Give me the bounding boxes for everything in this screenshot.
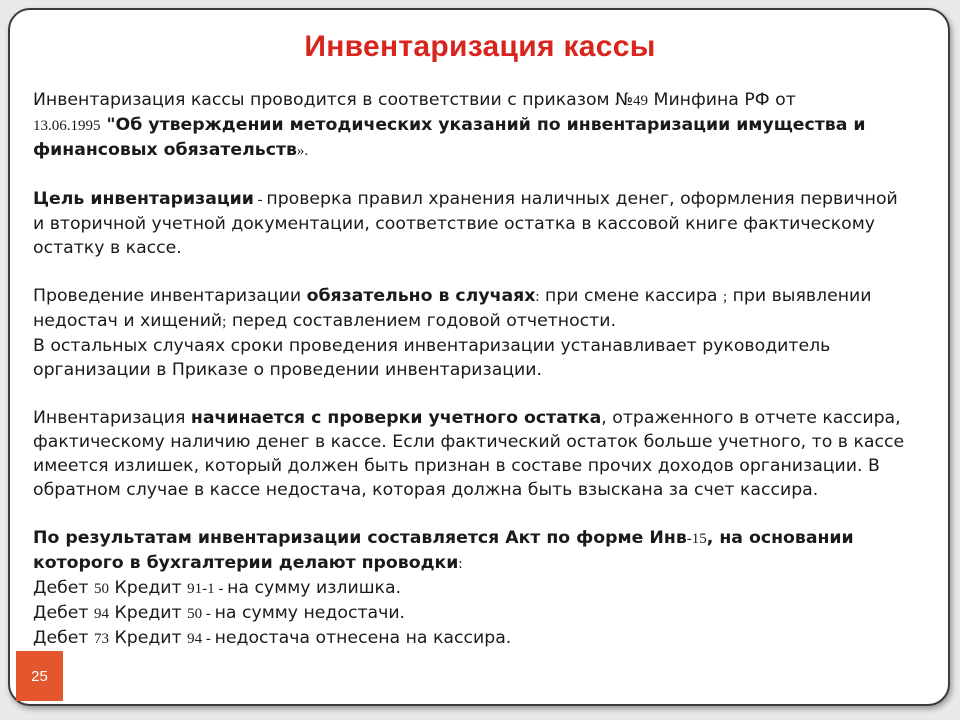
results-heading-cont: , на основании которого в бухгалтерии делают проводки: [33, 528, 854, 573]
page-number: 25: [31, 667, 48, 685]
page-number-badge: [16, 651, 63, 701]
goal-text: проверка правил хранения наличных денег, оформления первичной и вторичной учетной документации, соответствие остатка в кассовой книге фактическому остатку в кассе.: [33, 189, 898, 258]
kredit-account: 94: [187, 631, 203, 647]
text-run: В остальных случаях сроки проведения инвентаризации устанавливает руководитель организации в Приказе о проведении инвентаризации.: [33, 336, 831, 380]
kredit-label: Кредит: [108, 603, 188, 623]
entry-text: на сумму недостачи.: [214, 603, 406, 623]
quote-close: ».: [296, 143, 309, 159]
entries-list: [33, 576, 913, 651]
semicolon: ;: [722, 289, 728, 305]
entry-text: недостача отнесена на кассира.: [214, 628, 512, 648]
colon: :: [535, 289, 540, 305]
quote-open: ": [100, 115, 116, 135]
text-run: , отраженного в отчете кассира, фактическому наличию денег в кассе. Если фактический остаток больше учетного, то в кассе имеется излишек, который должен быть признан в составе прочих доходов организации. В обратном случае в кассе недостача, которая должна быть взыскана за счет кассира.: [33, 408, 905, 500]
start-heading: начинается с проверки учетного остатка: [190, 408, 602, 428]
paragraph-start: [33, 406, 913, 502]
text-run: Проведение инвентаризации: [33, 286, 307, 306]
text-run: при выявлении недостач и хищений: [33, 286, 872, 331]
order-number: 49: [633, 93, 649, 109]
form-number: -15: [686, 531, 707, 547]
slide-title: Инвентаризация кассы: [304, 30, 656, 63]
debet-label: Дебет: [33, 578, 94, 598]
semicolon: ;: [222, 314, 227, 330]
text-run: перед составлением годовой отчетности.: [226, 311, 616, 331]
dash: -: [202, 631, 215, 647]
paragraph-other-cases: [33, 334, 913, 382]
entry-surplus: [33, 576, 913, 601]
colon: :: [458, 556, 463, 572]
results-heading: По результатам инвентаризации составляется Акт по форме Инв: [33, 528, 687, 548]
slide-body: [33, 88, 913, 651]
dash: -: [214, 581, 228, 597]
debet-account: 94: [93, 606, 109, 622]
entry-shortage: [33, 601, 913, 626]
kredit-label: Кредит: [108, 578, 188, 598]
kredit-account: 50: [187, 606, 203, 622]
entry-text: на сумму излишка.: [227, 578, 402, 598]
kredit-label: Кредит: [108, 628, 188, 648]
debet-label: Дебет: [33, 628, 94, 648]
paragraph-mandatory-cases: [33, 284, 913, 334]
order-title: Об утверждении методических указаний по инвентаризации имущества и финансовых обязательств: [33, 115, 866, 160]
text-run: при смене кассира: [539, 286, 723, 306]
goal-heading: Цель инвентаризации: [33, 189, 254, 209]
paragraph-goal: [33, 187, 913, 260]
mandatory-heading: обязательно в случаях: [306, 286, 536, 306]
text-run: Инвентаризация кассы проводится в соответствии с приказом №: [33, 90, 634, 110]
text-run: Инвентаризация: [33, 408, 191, 428]
paragraph-legal-basis: [33, 88, 913, 163]
debet-account: 73: [93, 631, 109, 647]
debet-label: Дебет: [33, 603, 94, 623]
entry-cashier: [33, 626, 913, 651]
dash: -: [202, 606, 215, 622]
text-run: Минфина РФ от: [648, 90, 796, 110]
debet-account: 50: [93, 581, 109, 597]
order-date: 13.06.1995: [33, 118, 101, 134]
dash: -: [253, 192, 267, 208]
kredit-account: 91-1: [187, 581, 215, 597]
paragraph-results: [33, 526, 913, 576]
